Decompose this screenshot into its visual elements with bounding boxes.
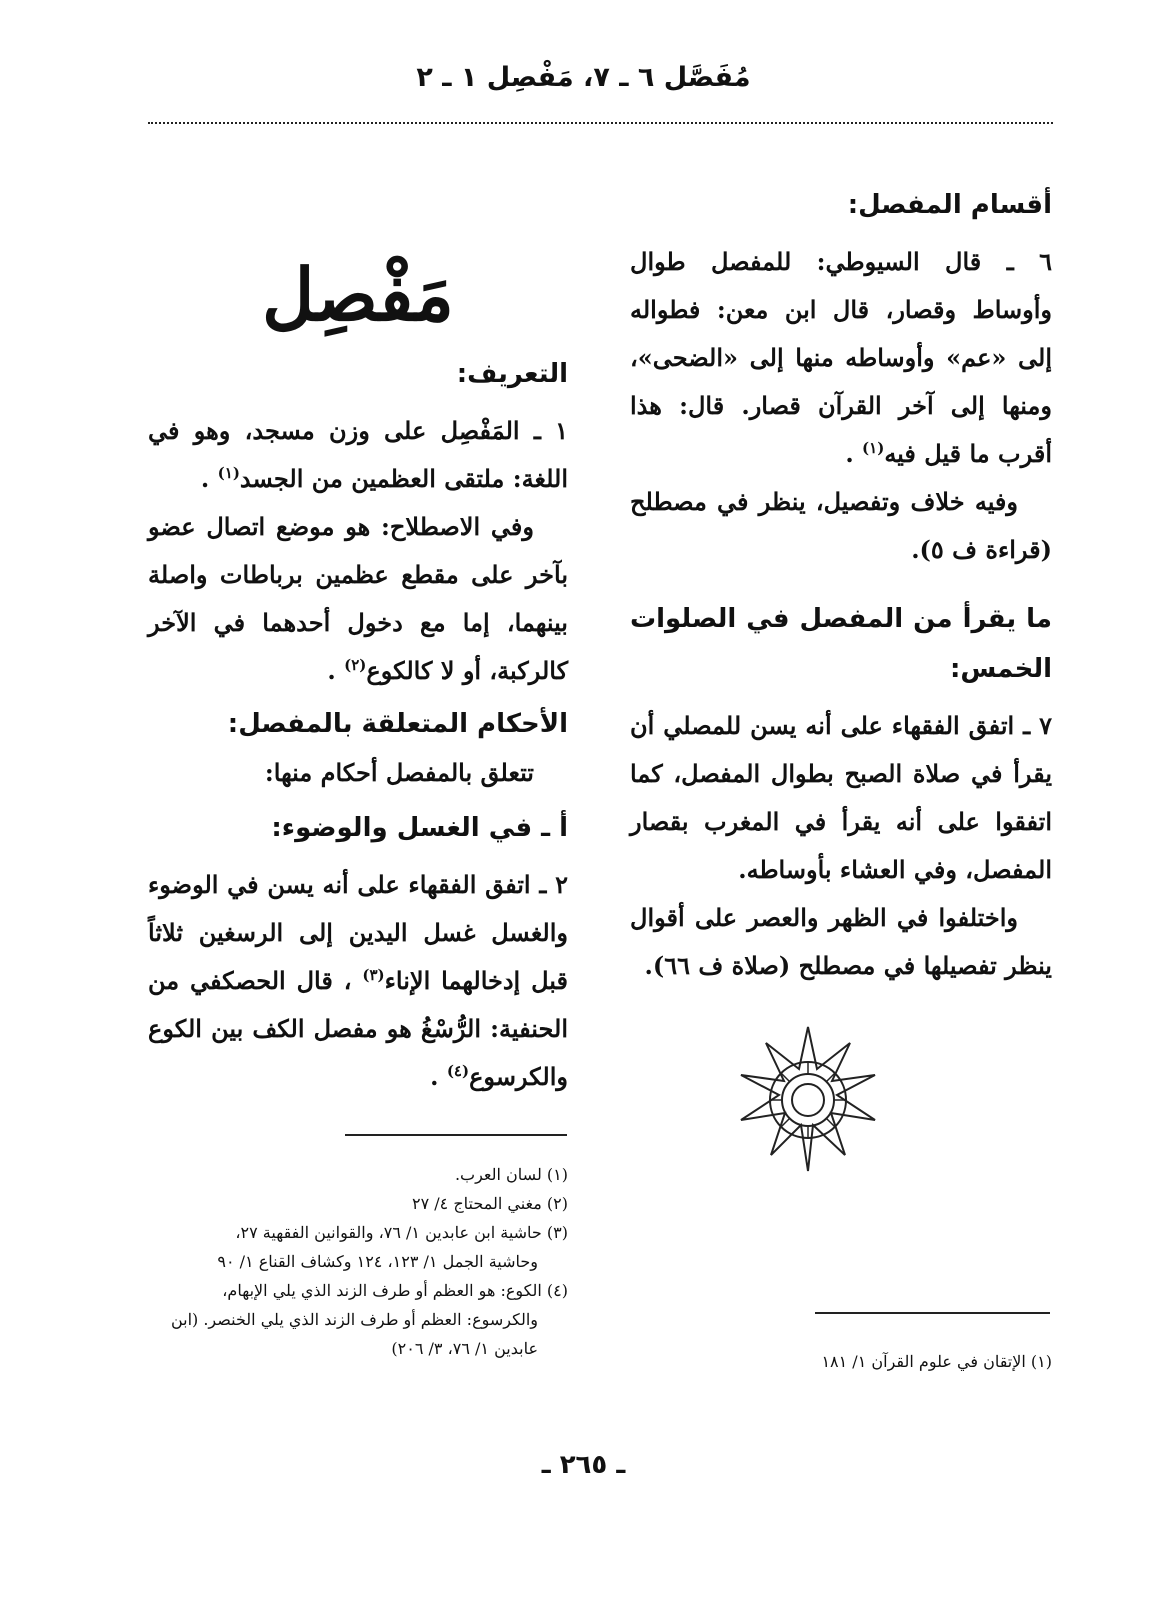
paragraph-7	[630, 702, 1052, 894]
footnote-ref: (١)	[862, 439, 885, 457]
paragraph-text: ، قال الحصكفي من الحنفية: الرُّسْغُ هو مفصل الكف بين الكوع والكرسوع	[148, 966, 568, 1091]
paragraph-text: المَفْصِل على وزن مسجد، وهو في اللغة: ملتقى العظمين من الجسد	[148, 416, 568, 493]
star-ornament-icon	[733, 1025, 883, 1175]
footnote: (٣) حاشية ابن عابدين ١/ ٧٦، والقوانين الفقهية ٢٧،	[235, 1223, 568, 1242]
heading-prayers: ما يقرأ من المفصل في الصلوات الخمس:	[630, 604, 1052, 684]
paragraph-text: وفي الاصطلاح: هو موضع اتصال عضو بآخر على مقطع عظمين برباطات واصلة بينهما، إما مع دخول أحدهما في الآخر كالركبة، أو لا كالكوع	[148, 512, 568, 685]
footnotes-left	[148, 1160, 568, 1363]
footnote-ref: (٣)	[362, 966, 385, 984]
footnote: (١) الإتقان في علوم القرآن ١/ ١٨١	[821, 1352, 1052, 1371]
paragraph-number: ٦ ـ	[1006, 247, 1053, 276]
footnote-ref: (٢)	[344, 656, 367, 674]
heading-definition: التعريف:	[456, 359, 568, 389]
header-divider	[148, 122, 1053, 124]
footnote: والكرسوع: العظم أو طرف الزند الذي يلي الخنصر. (ابن	[170, 1310, 538, 1329]
paragraph-1b	[148, 503, 568, 695]
heading-rulings: الأحكام المتعلقة بالمفصل:	[227, 709, 568, 739]
heading-ablution: أ ـ في الغسل والوضوء:	[271, 813, 568, 843]
paragraph-end: .	[327, 656, 336, 685]
footnote-ref: (٤)	[446, 1062, 470, 1080]
page-header-title: مُفَصَّل ٦ ـ ٧، مَفْصِل ١ ـ ٢	[416, 62, 751, 93]
footnote: وحاشية الجمل ١/ ١٢٣، ١٢٤ وكشاف القناع ١/ ٩٠	[217, 1252, 538, 1271]
paragraph-text: قال السيوطي: للمفصل طوال وأوساط وقصار، قال ابن معن: فطواله إلى «عم» وأوساطه منها إلى «الضحى»، ومنها إلى آخر القرآن قصار. قال: هذا أقرب ما قيل فيه	[630, 247, 1052, 468]
paragraph-1	[148, 407, 568, 503]
rulings-intro: تتعلق بالمفصل أحكام منها:	[264, 758, 534, 787]
right-column	[630, 180, 1052, 990]
footnote-divider-left	[345, 1134, 567, 1136]
paragraph-end: .	[845, 439, 854, 468]
left-column	[148, 245, 568, 1101]
paragraph-number: ٧ ـ	[1023, 711, 1052, 740]
footnote-ref: (١)	[217, 464, 240, 482]
paragraph-text: اتفق الفقهاء على أنه يسن للمصلي أن يقرأ في صلاة الصبح بطوال المفصل، كما اتفقوا على أنه يقرأ في المغرب بقصار المفصل، وفي العشاء بأوساطه.	[630, 711, 1052, 884]
paragraph-number: ٢ ـ	[539, 870, 568, 899]
footnote: (١) لسان العرب.	[454, 1165, 568, 1184]
paragraph-text: اتفق الفقهاء على أنه يسن في الوضوء والغسل غسل اليدين إلى الرسغين ثلاثاً قبل إدخالهما الإناء	[148, 870, 568, 995]
paragraph-end: .	[200, 464, 210, 493]
heading-divisions: أقسام المفصل:	[847, 190, 1052, 220]
footnote: عابدين ١/ ٧٦، ٣/ ٢٠٦)	[391, 1339, 538, 1358]
paragraph-7b: واختلفوا في الظهر والعصر على أقوال ينظر تفصيلها في مصطلح (صلاة ف ٦٦).	[630, 903, 1052, 980]
footnote-divider-right	[815, 1312, 1050, 1314]
page-number: ـ ٢٦٥ ـ	[541, 1450, 626, 1480]
paragraph-number: ١ ـ	[533, 416, 569, 445]
footnotes-right	[630, 1348, 1052, 1376]
paragraph-6	[630, 238, 1052, 478]
paragraph-end: .	[430, 1062, 439, 1091]
paragraph-6b: وفيه خلاف وتفصيل، ينظر في مصطلح (قراءة ف ٥).	[630, 487, 1052, 564]
paragraph-2	[148, 861, 568, 1101]
footnote: (٤) الكوع: هو العظم أو طرف الزند الذي يلي الإبهام،	[222, 1281, 568, 1300]
entry-title: مَفْصِل	[262, 252, 454, 337]
footnote: (٢) مغني المحتاج ٤/ ٢٧	[412, 1194, 568, 1213]
